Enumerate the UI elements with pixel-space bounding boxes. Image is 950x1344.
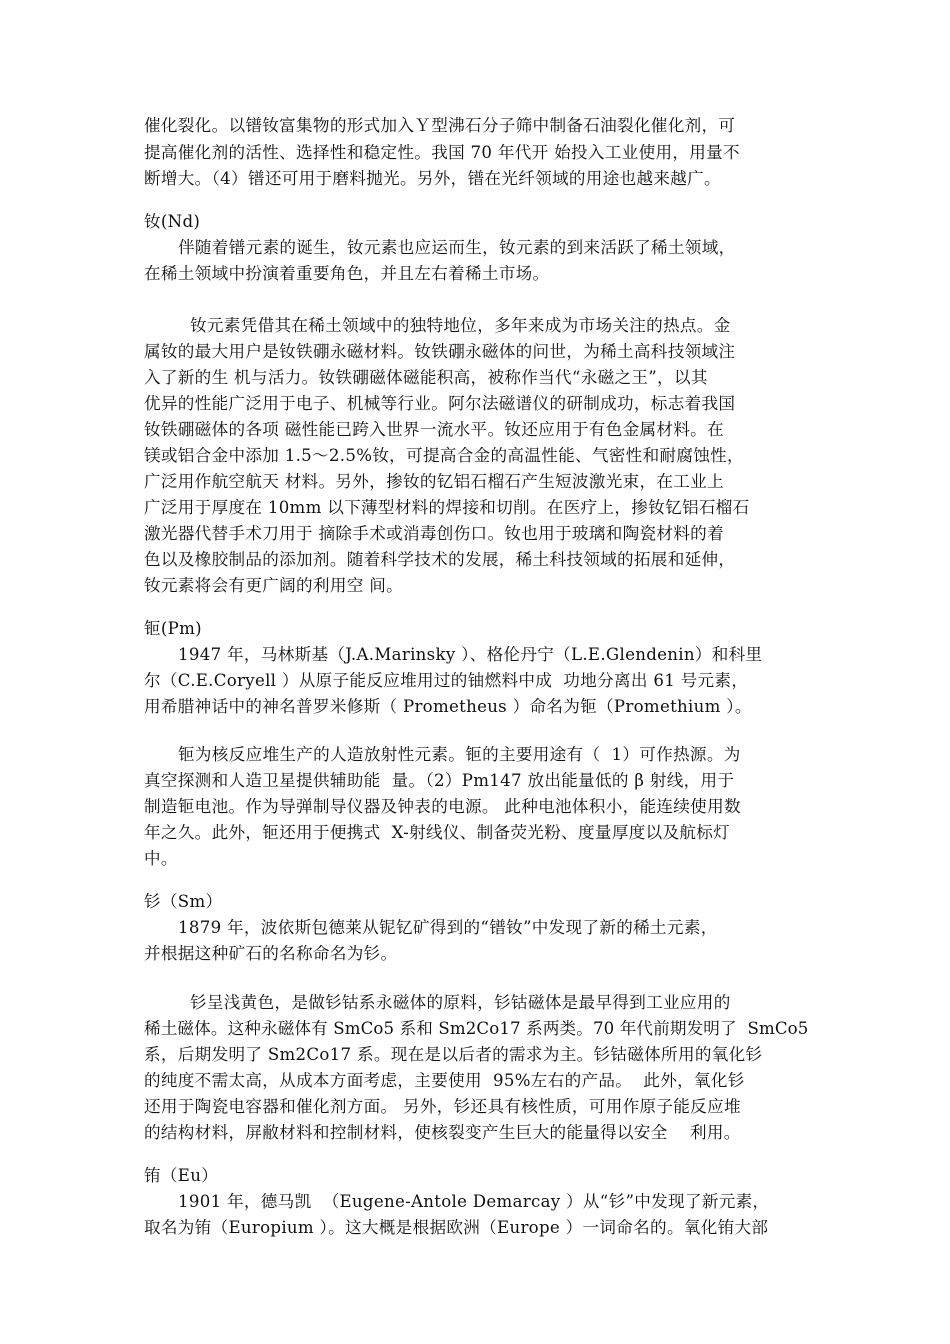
text-line: 真空探测和人造卫星提供辅助能 量。（2）Pm147 放出能量低的 β 射线，用于 bbox=[144, 771, 735, 790]
text-line: 制造钷电池。作为导弹制导仪器及钟表的电源。 此种电池体积小，能连续使用数 bbox=[144, 797, 741, 816]
text-line: 系，后期发明了 Sm2Co17 系。现在是以后者的需求为主。钐钴磁体所用的氧化钐 bbox=[144, 1045, 763, 1064]
text-line: 在稀土领域中扮演着重要角色，并且左右着稀土市场。 bbox=[144, 264, 550, 283]
text-line: 钷为核反应堆生产的人造放射性元素。钷的主要用途有（ 1）可作热源。为 bbox=[178, 745, 741, 764]
text-line: 广泛用于厚度在 10mm 以下薄型材料的焊接和切削。在医疗上，掺钕钇铝石榴石 bbox=[144, 498, 750, 517]
text-line: 广泛用作航空航天 材料。另外，掺钕的钇铝石榴石产生短波激光束，在工业上 bbox=[144, 472, 724, 491]
text-line: 入了新的生 机与活力。钕铁硼磁体磁能积高，被称作当代“永磁之王”，以其 bbox=[144, 368, 708, 387]
text-line: 用希腊神话中的神名普罗米修斯（ Prometheus ）命名为钷（Promethium ）。 bbox=[144, 697, 752, 716]
text-line: 钐呈浅黄色，是做钐钴系永磁体的原料，钐钴磁体是最早得到工业应用的 bbox=[190, 993, 731, 1012]
text-line: 断增大。（4）镨还可用于磨料抛光。另外，镨在光纤领域的用途也越来越广。 bbox=[144, 169, 721, 188]
text-line: 色以及橡胶制品的添加剂。随着科学技术的发展，稀土科技领域的拓展和延伸， bbox=[144, 550, 736, 569]
text-line: 1879 年，波依斯包德莱从铌钇矿得到的“镨钕”中发现了新的稀土元素， bbox=[178, 918, 718, 937]
text-line: 镁或铝合金中添加 1.5～2.5%钕，可提高合金的高温性能、气密性和耐腐蚀性， bbox=[144, 446, 744, 465]
text-line: 催化裂化。以镨钕富集物的形式加入Ｙ型沸石分子筛中制备石油裂化催化剂，可 bbox=[144, 116, 736, 135]
section-heading-eu: 铕（Eu） bbox=[144, 1166, 219, 1185]
text-line: 钕元素凭借其在稀土领域中的独特地位，多年来成为市场关注的热点。金 bbox=[190, 316, 731, 335]
text-line: 年之久。此外，钷还用于便携式 X-射线仪、制备荧光粉、度量厚度以及航标灯 bbox=[144, 823, 731, 842]
text-line: 的纯度不需太高，从成本方面考虑，主要使用 95%左右的产品。 此外，氧化钐 bbox=[144, 1071, 745, 1090]
text-line: 并根据这种矿石的名称命名为钐。 bbox=[144, 944, 398, 963]
text-line: 尔（C.E.Coryell ）从原子能反应堆用过的铀燃料中成 功地分离出 61 号元素， bbox=[144, 671, 749, 690]
text-line: 稀土磁体。这种永磁体有 SmCo5 系和 Sm2Co17 系两类。70 年代前期发明了 SmCo5 bbox=[144, 1019, 809, 1038]
section-heading-sm: 钐（Sm） bbox=[144, 892, 223, 911]
text-line: 1901 年，德马凯 （Eugene-Antole Demarcay ）从“钐”中发现了新元素， bbox=[178, 1192, 770, 1211]
text-line: 钕铁硼磁体的各项 磁性能已跨入世界一流水平。钕还应用于有色金属材料。在 bbox=[144, 420, 724, 439]
text-line: 伴随着镨元素的诞生，钕元素也应运而生，钕元素的到来活跃了稀土领域， bbox=[178, 238, 736, 257]
text-line: 激光器代替手术刀用于 摘除手术或消毒创伤口。钕也用于玻璃和陶瓷材料的着 bbox=[144, 524, 724, 543]
text-line: 中。 bbox=[144, 849, 178, 868]
text-line: 还用于陶瓷电容器和催化剂方面。 另外，钐还具有核性质，可用作原子能反应堆 bbox=[144, 1097, 741, 1116]
text-line: 的结构材料，屏敝材料和控制材料，使核裂变产生巨大的能量得以安全 利用。 bbox=[144, 1123, 741, 1142]
text-line: 取名为铕（Europium ）。这大概是根据欧洲（Europe ）一词命名的。氧化铕大部 bbox=[144, 1218, 769, 1237]
text-line: 1947 年，马林斯基（J.A.Marinsky ）、格伦丹宁（L.E.Glendenin）和科里 bbox=[178, 645, 763, 664]
text-line: 优异的性能广泛用于电子、机械等行业。阿尔法磁谱仪的研制成功，标志着我国 bbox=[144, 394, 736, 413]
text-line: 提高催化剂的活性、选择性和稳定性。我国 70 年代开 始投入工业使用，用量不 bbox=[144, 143, 740, 162]
text-line: 属钕的最大用户是钕铁硼永磁材料。钕铁硼永磁体的问世，为稀土高科技领域注 bbox=[144, 342, 736, 361]
text-line: 钕元素将会有更广阔的利用空 间。 bbox=[144, 576, 403, 595]
section-heading-nd: 钕(Nd) bbox=[144, 212, 201, 231]
section-heading-pm: 钷(Pm) bbox=[144, 619, 202, 638]
